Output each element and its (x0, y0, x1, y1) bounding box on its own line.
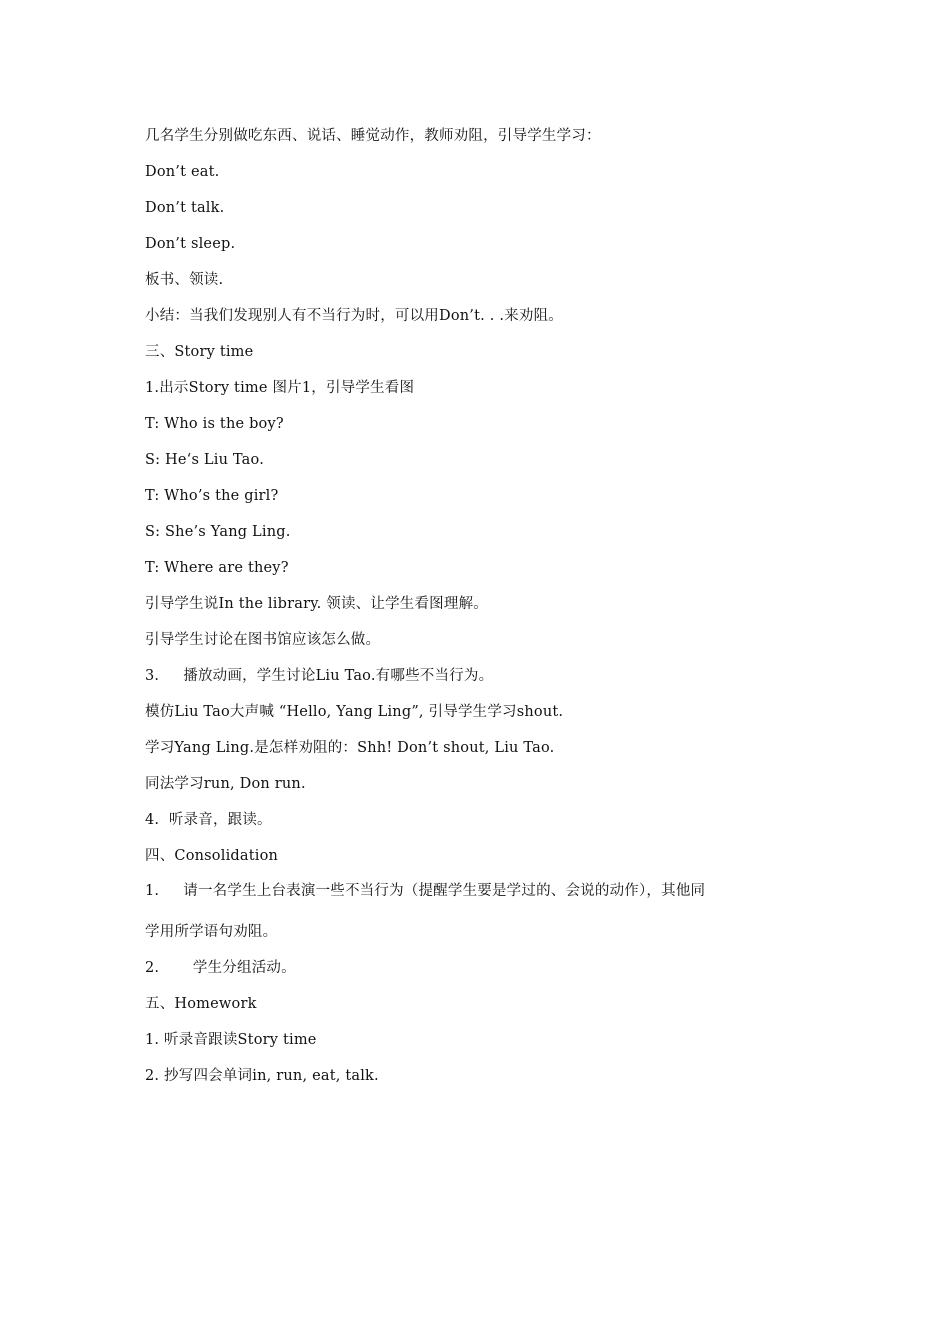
text-line: 模仿Liu Tao大声喊 “Hello, Yang Ling”, 引导学生学习shout. (145, 704, 564, 720)
section-heading: 五、Homework (145, 996, 257, 1012)
text-line: Don’t sleep. (145, 236, 236, 252)
text-line: 学用所学语句劝阻。 (145, 924, 278, 940)
text-line: 3. 播放动画，学生讨论Liu Tao.有哪些不当行为。 (145, 668, 494, 684)
text-line: 引导学生讨论在图书馆应该怎么做。 (145, 632, 381, 648)
text-line: Don’t eat. (145, 164, 220, 180)
text-line: 同法学习run, Don run. (145, 776, 306, 792)
text-line: S: She’s Yang Ling. (145, 524, 291, 540)
text-line: S: He‘s Liu Tao. (145, 452, 265, 468)
text-line: 学习Yang Ling.是怎样劝阻的：Shh! Don’t shout, Liu Tao. (145, 740, 555, 756)
text-line: 小结：当我们发现别人有不当行为时，可以用Don’t. . .来劝阻。 (145, 308, 563, 324)
section-heading: 四、Consolidation (145, 848, 279, 864)
text-line: 1. 请一名学生上台表演一些不当行为（提醒学生要是学过的、会说的动作），其他同 (145, 883, 706, 899)
text-line: T: Who is the boy? (145, 416, 284, 432)
section-heading: 三、Story time (145, 344, 254, 360)
text-line: 2. 抄写四会单词in, run, eat, talk. (145, 1068, 379, 1084)
text-line: 1. 听录音跟读Story time (145, 1032, 317, 1048)
text-line: 4. 听录音，跟读。 (145, 812, 272, 828)
text-line: 板书、领读. (145, 272, 224, 288)
text-line: 引导学生说In the library. 领读、让学生看图理解。 (145, 596, 488, 612)
text-line: 几名学生分别做吃东西、说话、睡觉动作，教师劝阻，引导学生学习： (145, 128, 601, 144)
text-line: 2. 学生分组活动。 (145, 960, 296, 976)
text-line: 1.出示Story time 图片1，引导学生看图 (145, 380, 415, 396)
text-line: T: Who’s the girl? (145, 488, 279, 504)
text-line: Don’t talk. (145, 200, 225, 216)
text-line: T: Where are they? (145, 560, 289, 576)
